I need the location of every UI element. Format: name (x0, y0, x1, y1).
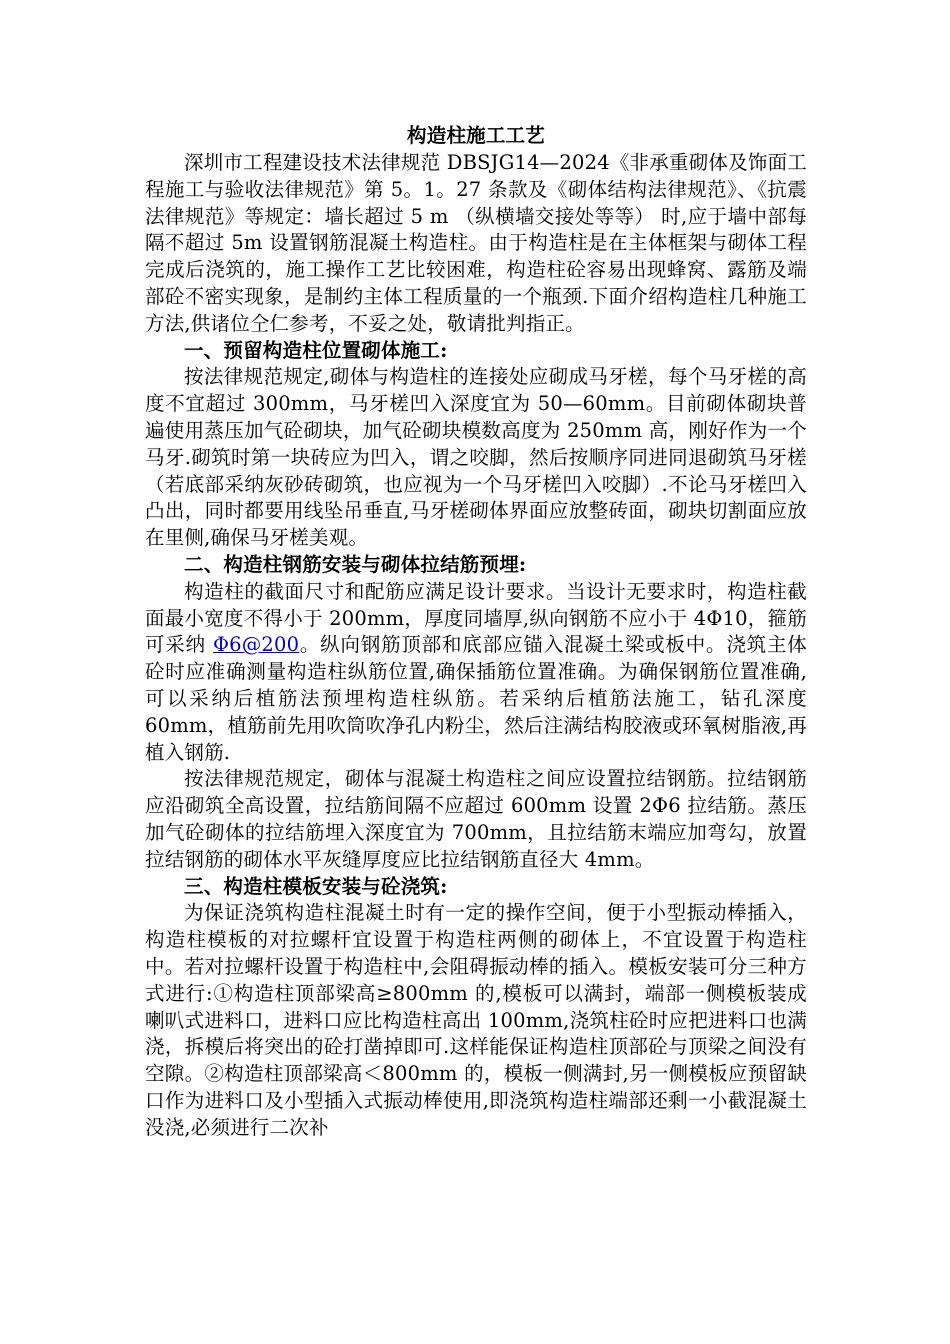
rebar-spec-link[interactable]: Φ6@200 (212, 633, 300, 657)
intro-paragraph: 深圳市工程建设技术法律规范 DBSJG14—2024《非承重砌体及饰面工程施工与验收法律规范》第 5。1。27 条款及《砌体结构法律规范》、《抗震法律规范》等规定：墙长超过 5 m （纵横墙交接处等等） 时,应于墙中部每隔不超过 5m 设置钢筋混凝土构造柱。由于构造柱是在主体框架与砌体工程完成后浇筑的，施工操作工艺比较困难，构造柱砼容易出现蜂窝、露筋及端部砼不密实现象，是制约主体工程质量的一个瓶颈.下面介绍构造柱几种施工方法,供诸位仝仁参考，不妥之处，敬请批判指正。 (145, 151, 807, 335)
section-2-paragraph-1 (145, 579, 807, 767)
document-title: 构造柱施工工艺 (407, 124, 545, 147)
section-3-paragraph: 为保证浇筑构造柱混凝土时有一定的操作空间，便于小型振动棒插入，构造柱模板的对拉螺杆宜设置于构造柱两侧的砌体上，不宜设置于构造柱中。若对拉螺杆设置于构造柱中,会阻碍振动棒的插入。模板安装可分三种方式进行:①构造柱顶部梁高≥800mm 的,模板可以满封，端部一侧模板装成喇叭式进料口，进料口应比构造柱高出 100mm,浇筑柱砼时应把进料口也满浇，拆模后将突出的砼打凿掉即可.这样能保证构造柱顶部砼与顶梁之间没有空隙。②构造柱顶部梁高＜800mm 的，模板一侧满封,另一侧模板应预留缺口作为进料口及小型插入式振动棒使用,即浇筑构造柱端部还剩一小截混凝土没浇,必须进行二次补 (145, 901, 807, 1139)
section-3-heading: 三、构造柱模板安装与砼浇筑: (184, 874, 448, 898)
section-2-text-before-link: 构造柱的截面尺寸和配筋应满足设计要求。当设计无要求时，构造柱截面最小宽度不得小于 200mm，厚度同墙厚,纵向钢筋不应小于 4Φ10，箍筋可采纳 (145, 579, 807, 657)
section-2-text-after-link: 。纵向钢筋顶部和底部应锚入混凝土梁或板中。浇筑主体砼时应准确测量构造柱纵筋位置,确保插筋位置准确。为确保钢筋位置准确,可以采纳后植筋法预埋构造柱纵筋。若采纳后植筋法施工，钻孔深度 60mm，植筋前先用吹筒吹净孔内粉尘，然后注满结构胶液或环氧树脂液,再植入钢筋. (145, 633, 807, 764)
section-1-heading: 一、预留构造柱位置砌体施工: (184, 338, 448, 362)
section-1-paragraph: 按法律规范规定,砌体与构造柱的连接处应砌成马牙槎，每个马牙槎的高度不宜超过 300mm，马牙槎凹入深度宜为 50—60mm。目前砌体砌块普遍使用蒸压加气砼砌块，加气砼砌块模数高度为 250mm 高，刚好作为一个马牙.砌筑时第一块砖应为凹入，谓之咬脚，然后按顺序同进同退砌筑马牙槎（若底部采纳灰砂砖砌筑，也应视为一个马牙槎凹入咬脚）.不论马牙槎凹入凸出，同时都要用线坠吊垂直,马牙槎砌体界面应放整砖面，砌块切割面应放在里侧,确保马牙槎美观。 (145, 365, 807, 550)
document-page (145, 122, 807, 1141)
section-2-heading: 二、构造柱钢筋安装与砌体拉结筋预埋: (184, 552, 527, 576)
section-2-paragraph-2: 按法律规范规定，砌体与混凝土构造柱之间应设置拉结钢筋。拉结钢筋应沿砌筑全高设置，拉结筋间隔不应超过 600mm 设置 2Φ6 拉结筋。蒸压加气砼砌体的拉结筋埋入深度宜为 700mm，且拉结筋末端应加弯勾，放置拉结钢筋的砌体水平灰缝厚度应比拉结钢筋直径大 4mm。 (145, 767, 807, 871)
